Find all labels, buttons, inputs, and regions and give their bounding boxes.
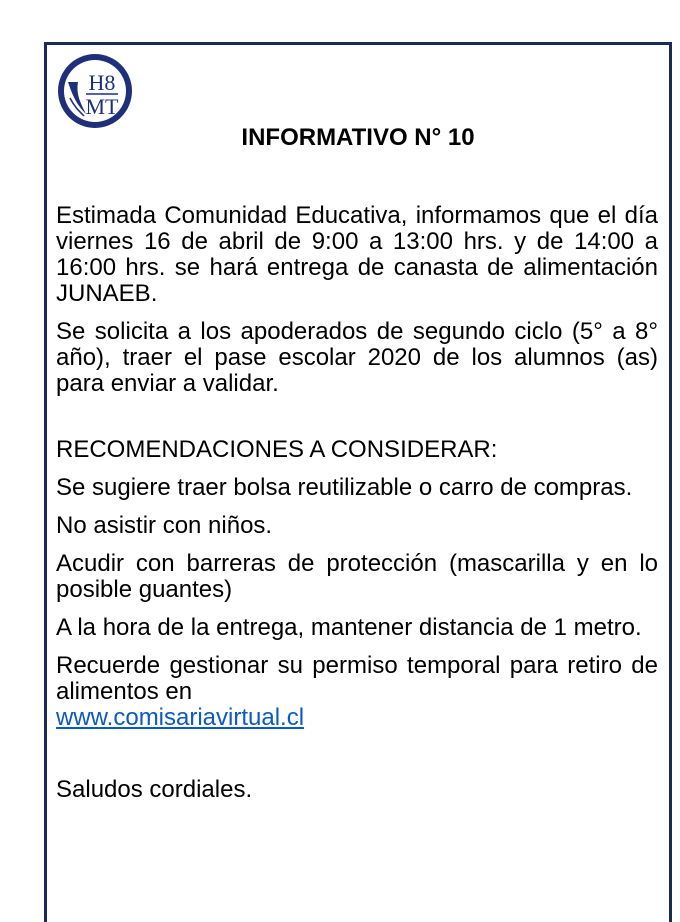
document-body — [56, 203, 658, 803]
closing-greeting: Saludos cordiales. — [56, 776, 253, 803]
paragraph-announcement: Estimada Comunidad Educativa, informamos que el día viernes 16 de abril de 9:00 a 13:00 hrs. y de 14:00 a 16:00 hrs. se hará entrega de canasta de alimentación JUNAEB. — [56, 202, 658, 307]
comisaria-virtual-link[interactable]: www.comisariavirtual.cl — [56, 704, 305, 731]
recommendation-protection: Acudir con barreras de protección (mascarilla y en lo posible guantes) — [56, 550, 658, 603]
permit-text: Recuerde gestionar su permiso temporal para retiro de alimentos en — [56, 652, 658, 705]
document-title: INFORMATIVO N° 10 — [241, 124, 475, 151]
recommendation-distance: A la hora de la entrega, mantener distancia de 1 metro. — [56, 614, 642, 641]
school-logo — [56, 52, 134, 130]
recommendation-permit — [56, 653, 658, 731]
recommendation-no-children: No asistir con niños. — [56, 512, 273, 539]
paragraph-request: Se solicita a los apoderados de segundo ciclo (5° a 8° año), traer el pase escolar 2020 de los alumnos (as) para enviar a validar. — [56, 318, 658, 397]
logo-text-bottom: MT — [85, 94, 119, 119]
recommendations-heading: RECOMENDACIONES A CONSIDERAR: — [56, 436, 498, 463]
logo-text-top: H8 — [88, 70, 116, 95]
recommendation-bag: Se sugiere traer bolsa reutilizable o carro de compras. — [56, 474, 633, 501]
